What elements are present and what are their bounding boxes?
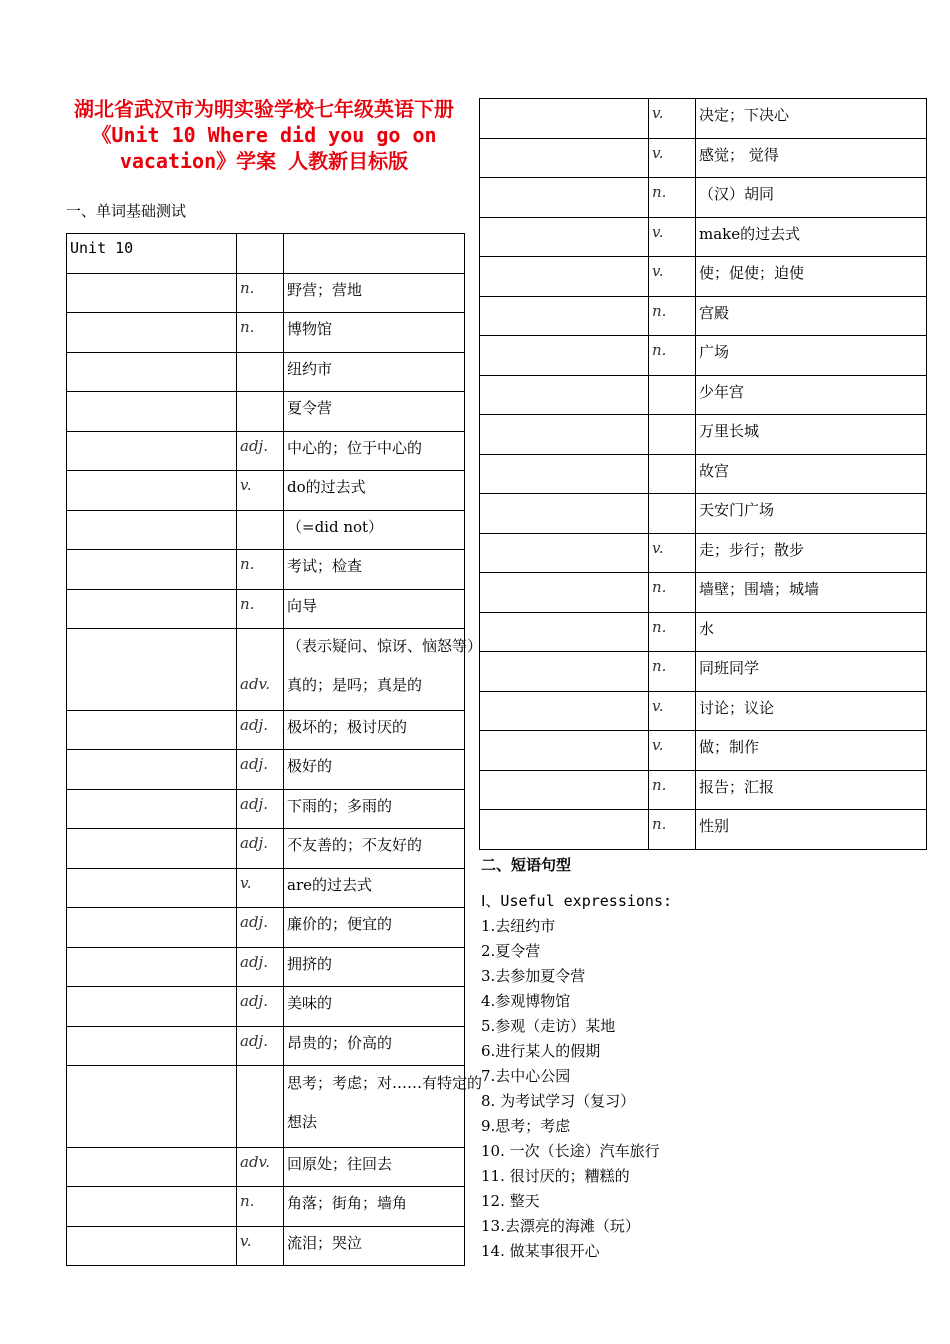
part-of-speech: [649, 692, 696, 731]
section-2-heading: 二、短语句型: [481, 856, 572, 874]
vocab-row: [480, 336, 927, 376]
word-blank[interactable]: [480, 455, 649, 494]
part-of-speech: [237, 274, 284, 313]
meaning-cell: [284, 1066, 483, 1148]
meaning-text: 极坏的；极讨厌的: [287, 718, 408, 736]
meaning-cell: [696, 336, 927, 376]
pos-label: n.: [652, 776, 667, 794]
meaning-text: （汉）胡同: [699, 185, 775, 203]
meaning-text: 下雨的；多雨的: [287, 797, 393, 815]
pos-label: adj.: [240, 795, 268, 813]
part-of-speech: [649, 613, 696, 652]
pos-label: [652, 455, 695, 460]
vocab-row: [67, 274, 465, 313]
word-blank[interactable]: [67, 313, 237, 353]
part-of-speech: [237, 313, 284, 353]
vocab-row: [67, 750, 465, 790]
part-of-speech: [649, 218, 696, 257]
word-blank[interactable]: [67, 869, 237, 908]
phrase-item: 6.进行某人的假期: [481, 1042, 601, 1060]
vocab-row: [67, 392, 465, 432]
pos-label: n.: [240, 1192, 255, 1210]
meaning-text: （=did not）: [287, 518, 384, 536]
meaning-cell: [696, 297, 927, 336]
vocab-row: [480, 771, 927, 810]
meaning-text: 角落；街角；墙角: [287, 1194, 408, 1212]
pos-label: n.: [240, 555, 255, 573]
vocab-row: [480, 178, 927, 218]
meaning-cell: [696, 376, 927, 415]
vocab-row: [67, 908, 465, 948]
meaning-text: are的过去式: [287, 876, 372, 894]
meaning-cell: [284, 790, 465, 829]
meaning-cell: [696, 613, 927, 652]
word-blank[interactable]: [67, 829, 237, 869]
meaning-cell: [284, 511, 465, 550]
part-of-speech: [237, 471, 284, 511]
meaning-cell: [284, 392, 465, 432]
part-of-speech: [237, 711, 284, 750]
meaning-text: 不友善的；不友好的: [287, 836, 423, 854]
phrase-item: 14. 做某事很开心: [481, 1242, 600, 1260]
meaning-cell: [284, 550, 465, 590]
part-of-speech: [649, 494, 696, 534]
meaning-cell: [696, 99, 927, 139]
part-of-speech: [649, 99, 696, 139]
pos-label: n.: [240, 279, 255, 297]
pos-label: n.: [652, 302, 667, 320]
word-blank[interactable]: [67, 987, 237, 1027]
phrase-item: 2.夏令营: [481, 942, 541, 960]
pos-label: adv.: [240, 675, 271, 693]
part-of-speech: [237, 869, 284, 908]
meaning-cell: [696, 771, 927, 810]
pos-label: adj.: [240, 953, 268, 971]
pos-label: [240, 353, 283, 358]
meaning-text: 走；步行；散步: [699, 541, 805, 559]
word-blank[interactable]: [480, 415, 649, 455]
vocab-row: [67, 829, 465, 869]
meaning-cell: [696, 415, 927, 455]
meaning-cell: [284, 711, 465, 750]
word-blank[interactable]: [67, 790, 237, 829]
vocab-row: [480, 218, 927, 257]
pos-label: [240, 392, 283, 397]
vocab-row: [67, 1148, 465, 1187]
meaning-cell: [284, 948, 465, 987]
vocab-row: [480, 376, 927, 415]
pos-label: v.: [652, 697, 664, 715]
part-of-speech: [649, 415, 696, 455]
meaning-cell: [284, 908, 465, 948]
meaning-cell: [284, 869, 465, 908]
part-of-speech: [237, 1027, 284, 1066]
meaning-text: 少年宫: [699, 383, 745, 401]
phrase-item: 1.去纽约市: [481, 917, 556, 935]
part-of-speech: [649, 139, 696, 178]
phrase-item: 12. 整天: [481, 1192, 540, 1210]
vocab-row: [480, 139, 927, 178]
pos-label: v.: [652, 262, 664, 280]
meaning-text: 广场: [699, 343, 730, 361]
pos-label: [240, 1066, 283, 1112]
meaning-line-1: 思考；考虑；对……有特定的: [287, 1074, 483, 1092]
meaning-line-2: 真的；是吗；真是的: [287, 676, 423, 694]
part-of-speech: [649, 297, 696, 336]
pos-label: n.: [652, 618, 667, 636]
word-blank[interactable]: [480, 534, 649, 573]
phrase-item: 3.去参加夏令营: [481, 967, 586, 985]
pos-label: v.: [240, 476, 252, 494]
pos-label: v.: [652, 736, 664, 754]
vocab-row: [480, 297, 927, 336]
part-of-speech: [649, 336, 696, 376]
vocab-row: [480, 534, 927, 573]
vocab-row: [480, 652, 927, 692]
pos-label: v.: [652, 104, 664, 122]
phrase-item: 7.去中心公园: [481, 1067, 571, 1085]
word-blank[interactable]: [67, 711, 237, 750]
meaning-cell: [696, 731, 927, 771]
pos-label: [652, 494, 695, 499]
meaning-cell: [696, 652, 927, 692]
meaning-cell: [696, 494, 927, 534]
meaning-text: 夏令营: [287, 399, 333, 417]
phrase-item: 13.去漂亮的海滩（玩）: [481, 1217, 640, 1235]
vocab-row: [480, 573, 927, 613]
unit-label: Unit 10: [70, 239, 134, 257]
word-blank[interactable]: [67, 1027, 237, 1066]
word-blank[interactable]: [67, 908, 237, 948]
word-blank[interactable]: [67, 629, 237, 711]
word-blank[interactable]: [67, 948, 237, 987]
vocab-row: [480, 415, 927, 455]
part-of-speech: [649, 652, 696, 692]
meaning-text: 回原处；往回去: [287, 1155, 393, 1173]
word-blank[interactable]: [480, 613, 649, 652]
vocab-row: [67, 353, 465, 392]
meaning-text: 同班同学: [699, 659, 760, 677]
pos-label: n.: [652, 657, 667, 675]
word-blank[interactable]: [67, 392, 237, 432]
part-of-speech: [237, 829, 284, 869]
pos-label: [652, 415, 695, 420]
phrase-item: 4.参观博物馆: [481, 992, 571, 1010]
part-of-speech: [237, 1227, 284, 1266]
part-of-speech: [649, 731, 696, 771]
part-of-speech: [237, 1066, 284, 1148]
word-blank[interactable]: [67, 353, 237, 392]
meaning-cell: [696, 810, 927, 850]
part-of-speech: [237, 550, 284, 590]
word-blank[interactable]: [480, 336, 649, 376]
part-of-speech: [649, 771, 696, 810]
vocab-row: [67, 1187, 465, 1227]
meaning-text: 天安门广场: [699, 501, 775, 519]
vocab-row: [67, 1027, 465, 1066]
word-blank[interactable]: [67, 590, 237, 629]
meaning-cell: [284, 987, 465, 1027]
phrase-item: 10. 一次（长途）汽车旅行: [481, 1142, 660, 1160]
meaning-cell: [284, 1148, 465, 1187]
meaning-text: 讨论；议论: [699, 699, 775, 717]
part-of-speech: [237, 392, 284, 432]
part-of-speech: [237, 987, 284, 1027]
word-blank[interactable]: [480, 297, 649, 336]
phrase-item: 9.思考；考虑: [481, 1117, 571, 1135]
pos-label: n.: [652, 578, 667, 596]
pos-label: adj.: [240, 437, 268, 455]
meaning-cell: [696, 139, 927, 178]
meaning-cell: [696, 455, 927, 494]
part-of-speech: [237, 432, 284, 471]
word-blank[interactable]: [67, 432, 237, 471]
word-blank[interactable]: [67, 1227, 237, 1266]
pos-label: adv.: [240, 1153, 271, 1171]
vocab-row: [480, 731, 927, 771]
vocab-row: [67, 432, 465, 471]
part-of-speech: [237, 1187, 284, 1227]
vocab-row: [480, 257, 927, 297]
vocab-row: [480, 455, 927, 494]
word-blank[interactable]: [480, 771, 649, 810]
word-blank[interactable]: [480, 692, 649, 731]
pos-label: v.: [240, 1232, 252, 1250]
meaning-text: 昂贵的；价高的: [287, 1034, 393, 1052]
pos-label: adj.: [240, 992, 268, 1010]
meaning-line-2: 想法: [287, 1113, 318, 1131]
meaning-text: 纽约市: [287, 360, 333, 378]
meaning-cell: [284, 1027, 465, 1066]
meaning-text: 万里长城: [699, 422, 760, 440]
part-of-speech: [649, 573, 696, 613]
vocab-row: [67, 550, 465, 590]
part-of-speech: [649, 810, 696, 850]
word-blank[interactable]: [480, 573, 649, 613]
meaning-text: 故宫: [699, 462, 730, 480]
part-of-speech: [237, 948, 284, 987]
vocab-row: [67, 1066, 465, 1148]
word-blank[interactable]: [67, 1066, 237, 1148]
pos-label: adj.: [240, 913, 268, 931]
pos-label: adj.: [240, 755, 268, 773]
pos-label: n.: [652, 341, 667, 359]
vocab-row: [480, 494, 927, 534]
meaning-cell: [696, 218, 927, 257]
word-blank[interactable]: [480, 99, 649, 139]
meaning-text: 墙壁；围墙；城墙: [699, 580, 820, 598]
part-of-speech: [237, 908, 284, 948]
word-blank[interactable]: [480, 810, 649, 850]
phrase-item: 8. 为考试学习（复习）: [481, 1092, 636, 1110]
meaning-text: 野营；营地: [287, 281, 363, 299]
part-of-speech: [237, 629, 284, 711]
vocab-row: [67, 1227, 465, 1266]
section-1-heading: 一、单词基础测试: [66, 202, 187, 220]
meaning-text: 报告；汇报: [699, 778, 775, 796]
word-blank[interactable]: [480, 139, 649, 178]
meaning-text: 拥挤的: [287, 955, 333, 973]
meaning-cell: [696, 534, 927, 573]
word-blank[interactable]: [480, 257, 649, 297]
meaning-cell: [284, 353, 465, 392]
word-blank[interactable]: [67, 471, 237, 511]
vocab-row: [67, 511, 465, 550]
phrase-list: [481, 914, 660, 1264]
pos-label: v.: [652, 539, 664, 557]
phrase-item: 5.参观（走访）某地: [481, 1017, 616, 1035]
pos-label: adj.: [240, 834, 268, 852]
part-of-speech: [649, 534, 696, 573]
vocab-row: [480, 613, 927, 652]
part-of-speech: [649, 178, 696, 218]
vocab-row: [480, 692, 927, 731]
meaning-cell: [284, 432, 465, 471]
phrase-item: 11. 很讨厌的；糟糕的: [481, 1167, 630, 1185]
meaning-cell: [284, 629, 483, 711]
word-blank[interactable]: [67, 1187, 237, 1227]
part-of-speech: [237, 353, 284, 392]
meaning-cell: [284, 829, 465, 869]
meaning-text: 博物馆: [287, 320, 333, 338]
vocab-row: [480, 810, 927, 850]
meaning-text: 考试；检查: [287, 557, 363, 575]
meaning-text: 中心的；位于中心的: [287, 439, 423, 457]
meaning-text: 美味的: [287, 994, 333, 1012]
vocab-row: [67, 869, 465, 908]
pos-label: v.: [240, 874, 252, 892]
word-blank[interactable]: [67, 274, 237, 313]
word-blank[interactable]: [67, 550, 237, 590]
vocab-table-right: [479, 98, 927, 850]
vocab-row: [67, 313, 465, 353]
meaning-cell: [284, 471, 465, 511]
word-blank[interactable]: [67, 511, 237, 550]
word-blank[interactable]: [480, 218, 649, 257]
page-title: 湖北省武汉市为明实验学校七年级英语下册《Unit 10 Where did you go on vacation》学案 人教新目标版: [74, 97, 454, 173]
part-of-speech: [237, 590, 284, 629]
pos-label: n.: [240, 318, 255, 336]
meaning-cell: [284, 274, 465, 313]
word-blank[interactable]: [67, 750, 237, 790]
word-blank[interactable]: [480, 494, 649, 534]
meaning-text: 极好的: [287, 757, 333, 775]
meaning-text: 性别: [699, 817, 730, 835]
pos-label: [652, 376, 695, 381]
word-blank[interactable]: [480, 652, 649, 692]
pos-label: n.: [652, 183, 667, 201]
part-of-speech: [649, 455, 696, 494]
meaning-cell: [284, 1187, 465, 1227]
meaning-line-1: （表示疑问、惊讶、恼怒等）: [287, 637, 483, 655]
vocab-row: [67, 629, 465, 711]
meaning-cell: [284, 750, 465, 790]
vocab-row: [67, 948, 465, 987]
meaning-text: 宫殿: [699, 304, 730, 322]
pos-label: n.: [652, 815, 667, 833]
meaning-text: 使；促使；迫使: [699, 264, 805, 282]
pos-label: v.: [652, 144, 664, 162]
meaning-text: 做；制作: [699, 738, 760, 756]
part-of-speech: [237, 511, 284, 550]
pos-label: adj.: [240, 1032, 268, 1050]
meaning-text: 决定；下决心: [699, 106, 790, 124]
meaning-text: 向导: [287, 597, 318, 615]
vocab-row: [67, 790, 465, 829]
vocab-row: [67, 987, 465, 1027]
meaning-cell: [284, 313, 465, 353]
pos-label: adj.: [240, 716, 268, 734]
word-blank[interactable]: [67, 1148, 237, 1187]
meaning-cell: [696, 573, 927, 613]
vocab-table-left: [66, 233, 483, 1266]
vocab-row: [480, 99, 927, 139]
meaning-cell: [696, 178, 927, 218]
meaning-cell: [284, 590, 465, 629]
part-of-speech: [649, 257, 696, 297]
meaning-cell: [284, 1227, 465, 1266]
pos-label: [240, 511, 283, 516]
meaning-text: 流泪；哭泣: [287, 1234, 363, 1252]
word-blank[interactable]: [480, 376, 649, 415]
word-blank[interactable]: [480, 731, 649, 771]
part-of-speech: [237, 750, 284, 790]
meaning-text: make的过去式: [699, 225, 801, 243]
part-of-speech: [237, 1148, 284, 1187]
word-blank[interactable]: [480, 178, 649, 218]
meaning-text: 水: [699, 620, 715, 638]
meaning-text: 廉价的；便宜的: [287, 915, 393, 933]
useful-expressions-heading: Ⅰ、Useful expressions:: [481, 892, 673, 910]
part-of-speech: [237, 790, 284, 829]
meaning-cell: [696, 692, 927, 731]
table-header-cell: [67, 234, 237, 274]
meaning-cell: [696, 257, 927, 297]
part-of-speech: [649, 376, 696, 415]
meaning-text: do的过去式: [287, 478, 366, 496]
pos-label: n.: [240, 595, 255, 613]
vocab-row: [67, 711, 465, 750]
meaning-text: 感觉； 觉得: [699, 146, 779, 164]
vocab-row: [67, 590, 465, 629]
vocab-row: [67, 471, 465, 511]
pos-label: v.: [652, 223, 664, 241]
